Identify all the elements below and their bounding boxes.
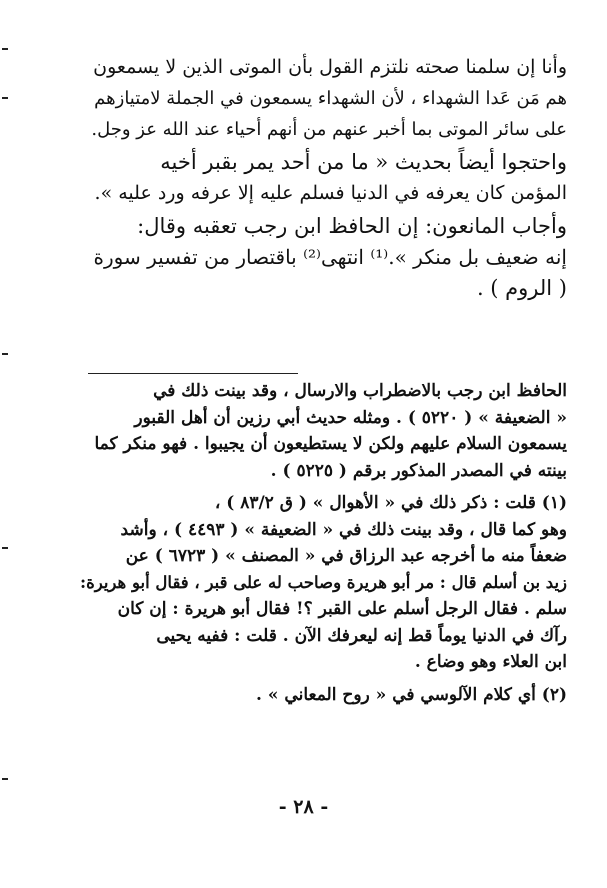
main-text: [88, 52, 567, 306]
footnote-line: (٢) أي كلام الآلوسي في « روح المعاني » .: [256, 684, 567, 705]
paragraph: [88, 211, 567, 304]
text-line: وأجاب المانعون: إن الحافظ ابن رجب تعقبه وقال:: [137, 214, 567, 238]
paragraph: [88, 52, 567, 145]
scan-edge-mark: [2, 547, 8, 549]
footnote-continuation: [80, 378, 567, 484]
footnote-line: رآك في الدنيا يوماً قط إنه ليعرفك الآن . قلت : ففيه يحيى: [156, 625, 567, 646]
footnote-line: ضعفاً منه ما أخرجه عبد الرزاق في « المصنف » ( ٦٧٢٣ ) عن: [125, 546, 567, 566]
scan-edge-mark: [2, 778, 8, 780]
footnote-line: ابن العلاء وهو وضاع .: [414, 652, 567, 672]
footnote-line: « الضعيفة » ( ٥٢٢٠ ) . ومثله حديث أبي رزين أن أهل القبور: [134, 407, 567, 428]
text-line: المؤمن كان يعرفه في الدنيا فسلم عليه إلا عرفه ورد عليه ».: [94, 182, 567, 204]
text-line: هم مَن عَدا الشهداء ، لأن الشهداء يسمعون في الجملة لامتيازهم: [94, 88, 567, 109]
text-line: واحتجوا أيضاً بحديث « ما من أحد يمر بقبر أخيه: [160, 150, 567, 174]
footnote-separator: [88, 373, 298, 374]
footnote-2: [80, 682, 567, 709]
footnote-line: سلم . فقال الرجل أسلم على القبر ؟! فقال أبو هريرة : إن كان: [117, 599, 567, 619]
text-line: وأنا إن سلمنا صحته نلتزم القول بأن الموتى الذين لا يسمعون: [93, 56, 567, 78]
footnote-line: (١) قلت : ذكر ذلك في « الأهوال » ( ق ٨٣/٢ ) ،: [214, 493, 567, 513]
footnote-line: بينته في المصدر المذكور برقم ( ٥٢٢٥ ) .: [270, 460, 567, 481]
footnote-line: زيد بن أسلم قال : مر أبو هريرة وصاحب له على قبر ، فقال أبو هريرة:: [80, 572, 567, 592]
paragraph: [88, 147, 567, 209]
scan-edge-mark: [2, 353, 8, 355]
text-line: على سائر الموتى بما أخبر عنهم من أنهم أحياء عند الله عز وجل.: [91, 119, 567, 140]
scan-edge-mark: [2, 48, 8, 50]
page-number: - ٢٨ -: [278, 796, 329, 818]
footnotes: [80, 378, 567, 714]
text-line: إنه ضعيف بل منكر ».⁽¹⁾ انتهى⁽²⁾ باقتصار من تفسير سورة: [93, 245, 567, 269]
footnote-1: [80, 490, 567, 676]
footnote-line: وهو كما قال ، وقد بينت ذلك في « الضعيفة » ( ٤٤٩٣ ) ، وأشد: [120, 519, 567, 540]
footnote-line: يسمعون السلام عليهم ولكن لا يستطيعون أن يجيبوا . فهو منكر كما: [94, 434, 567, 454]
footnote-line: الحافظ ابن رجب بالاضطراب والارسال ، وقد بينت ذلك في: [153, 381, 567, 401]
scan-edge-mark: [2, 97, 8, 99]
text-line: ( الروم ) .: [476, 276, 567, 300]
